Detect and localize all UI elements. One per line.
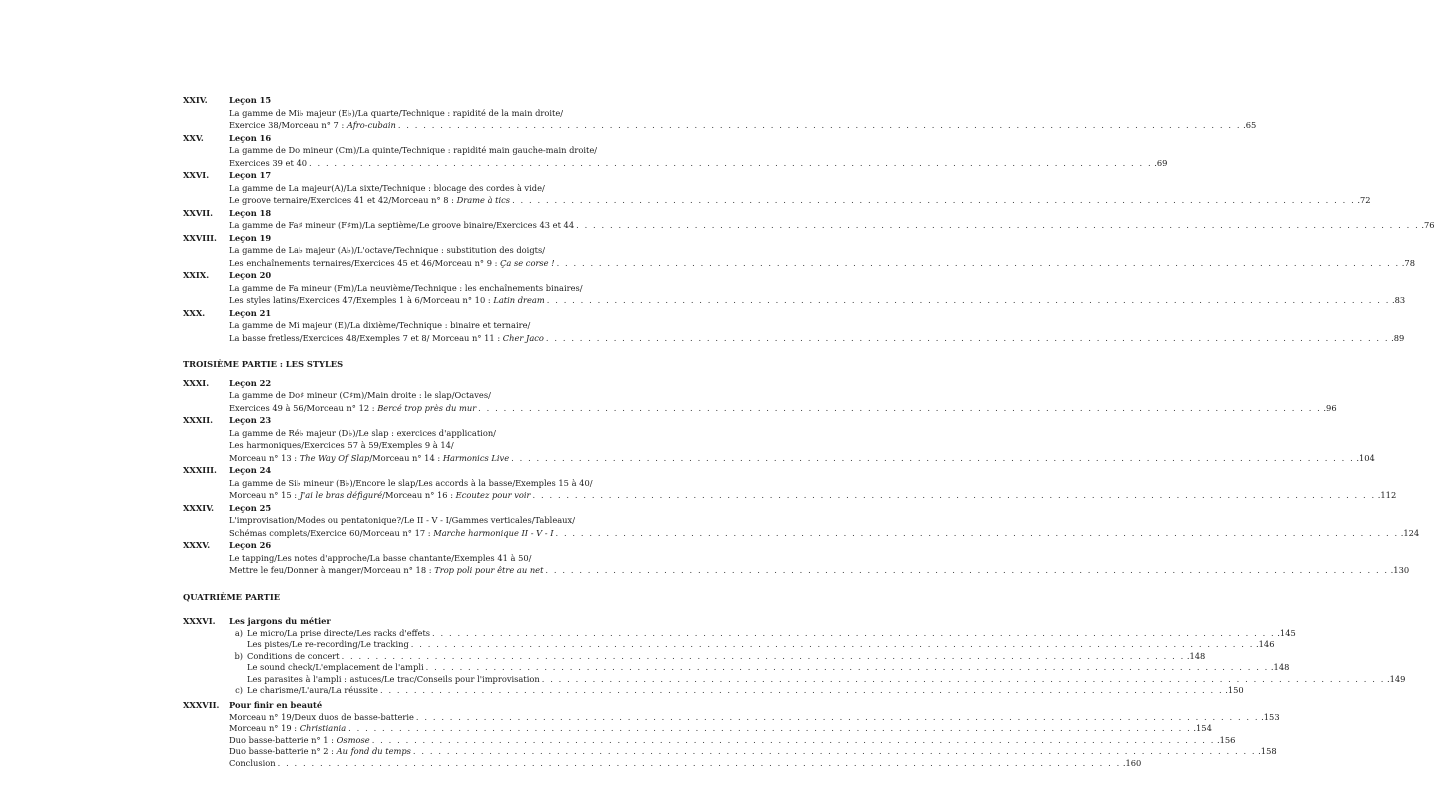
entry-title-italic: Christiania [299,723,347,734]
toc-line [229,402,1337,415]
chapter-number: XXXIII. [183,465,217,475]
chapter-entry [183,207,1435,232]
dot-leader: . . . . . . . . . . . . . . . . . . . . . . . . . . . . . . . . . . . . . . . . . . . . . . . . . . . . . . . . . . . . . . . . . . . . . . . . . . . . . . . . . . . . . . . . . . . . . . . . . . . . [545,332,1390,343]
chapter-heading [183,414,627,427]
page-number: .65 [1243,120,1257,130]
toc-line [229,746,1277,758]
toc-line [229,332,1405,345]
toc-line [229,294,1406,307]
entry-text-part: Le groove ternaire/Exercices 41 et 42/Morceau n° 8 : [229,195,457,205]
chapter-entry [183,502,1420,540]
entry-title-italic: Marche harmonique II - V - I [433,527,554,538]
toc-line [229,182,627,195]
entry-text-part: La gamme de Fa mineur (Fm)/La neuvième/Technique : les enchaînements binaires/ [229,282,583,293]
chapter-entry [183,464,1397,502]
toc-line [229,552,627,565]
entry-text [229,514,575,527]
item-letter: a) [234,627,243,638]
entry-text-part: Exercice 38/Morceau n° 7 : [229,120,347,130]
entry-text-part: Morceau n° 19 : [229,723,300,734]
dot-leader: . . . . . . . . . . . . . . . . . . . . . . . . . . . . . . . . . . . . . . . . . . . . . . . . . . . . . . . . . . . . . . . . . . . . . . . . . . . . . . . . . . . . . . . . . . . . . . . . . . . . [478,402,1322,413]
dot-leader: . . . . . . . . . . . . . . . . . . . . . . . . . . . . . . . . . . . . . . . . . . . . . . . . . . . . . . . . . . . . . . . . . . . . . . . . . . . . . . . . . . . . . . . . . . . . . . . . . . . . [556,257,1400,268]
entry-text [229,477,593,490]
dot-leader: . . . . . . . . . . . . . . . . . . . . . . . . . . . . . . . . . . . . . . . . . . . . . . . . . . . . . . . . . . . . . . . . . . . . . . . . . . . . . . . . . . . . . . . . . . . . . . . . . . . . [348,723,1192,734]
entry-text-part: Le tapping/Les notes d'approche/La basse chantante/Exemples 41 à 50/ [229,552,532,563]
entry-text [247,639,409,651]
page-number: .76 [1421,220,1435,230]
entry-text [229,439,454,452]
entry-text [247,685,378,697]
toc-line [229,685,1244,697]
entry-text [247,628,430,640]
entry-text-part: La gamme de Mi majeur (E)/La dixième/Technique : binaire et ternaire/ [229,320,531,330]
entry-text-part: Les enchaînements ternaires/Exercices 45 et 46/Morceau n° 9 : [229,257,501,268]
dot-leader: . . . . . . . . . . . . . . . . . . . . . . . . . . . . . . . . . . . . . . . . . . . . . . . . . . . . . . . . . . . . . . . . . . . . . . . . . . . . . . . . . . . . . . . . . . . . . . . . . . . . [397,120,1242,130]
entry-text-part: Mettre le feu/Donner à manger/Morceau n° 18 : [229,565,435,575]
toc-line [229,194,1371,207]
entry-text [229,758,276,770]
toc-line [229,673,1406,686]
page-number: .158 [1258,746,1277,757]
page-number: .83 [1391,295,1406,305]
chapter-heading [183,94,627,107]
part-title: QUATRIÈME PARTIE [183,591,281,602]
toc-line [229,489,1397,502]
entry-text [229,219,574,232]
lesson-title: Leçon 22 [229,377,272,388]
chapter-heading [183,207,627,220]
entry-text-part: La gamme de La♭ majeur (A♭)/L'octave/Technique : substitution des doigts/ [229,245,546,255]
page-number: .124 [1400,527,1420,538]
dot-leader: . . . . . . . . . . . . . . . . . . . . . . . . . . . . . . . . . . . . . . . . . . . . . . . . . . . . . . . . . . . . . . . . . . . . . . . . . . . . . . . . . . . . . . . . . . . . . . . . . . . . [511,452,1355,463]
entry-title-italic: The Way Of Slap [299,452,370,463]
entry-text [229,107,563,120]
entry-title-italic: Harmonics Live [442,452,510,463]
entry-text [229,746,411,758]
page-number: .153 [1261,711,1280,722]
page-number: .146 [1256,639,1275,650]
page-number: .130 [1390,565,1410,575]
lesson-title: Leçon 24 [229,465,272,475]
chapter-heading [183,377,627,390]
toc-line [229,527,1420,540]
toc-line [229,711,1280,724]
entry-text [229,294,545,307]
page-number: .148 [1270,662,1290,673]
entry-text-part: L'improvisation/Modes ou pentatonique?/Le II - V - I/Gammes verticales/Tableaux/ [229,515,575,525]
toc-line [229,282,627,295]
chapter-heading [183,615,627,628]
entry-text-part: Schémas complets/Exercice 60/Morceau n° 17 : [229,527,434,538]
page-number: .154 [1193,723,1212,734]
toc-line [229,119,1257,132]
dot-leader: . . . . . . . . . . . . . . . . . . . . . . . . . . . . . . . . . . . . . . . . . . . . . . . . . . . . . . . . . . . . . . . . . . . . . . . . . . . . . . . . . . . . . . . . . . . . . . . . . . . . [371,734,1215,745]
part-title: TROISIÈME PARTIE : LES STYLES [183,359,344,369]
chapter-number: XXVII. [183,207,213,218]
toc-line [229,157,1168,170]
entry-text-part: Le charisme/L'aura/La réussite [247,685,378,696]
toc-line [229,734,1236,747]
toc-line [229,757,1142,770]
entry-title-italic: Trop poli pour être au net [434,565,544,575]
dot-leader: . . . . . . . . . . . . . . . . . . . . . . . . . . . . . . . . . . . . . . . . . . . . . . . . . . . . . . . . . . . . . . . . . . . . . . . . . . . . . . . . . . . . . . . . . . . . . . . . . . . . [432,627,1276,638]
chapter-number: XXXV. [183,540,211,550]
entry-text-part: Duo basse-batterie n° 2 : [229,746,337,757]
chapter-entry [183,539,1410,577]
chapter-number: XXIV. [183,95,208,105]
chapter-number: XXXVII. [183,700,220,711]
toc-line [229,627,1296,640]
lesson-title: Leçon 26 [229,540,272,550]
chapter-entry [183,169,1371,207]
toc-line [229,650,1206,663]
dot-leader: . . . . . . . . . . . . . . . . . . . . . . . . . . . . . . . . . . . . . . . . . . . . . . . . . . . . . . . . . . . . . . . . . . . . . . . . . . . . . . . . . . . . . . . . . . . . . . . . . . . . [555,527,1399,538]
entry-text [229,735,370,747]
toc-line [229,219,1435,232]
lesson-title: Leçon 25 [229,502,272,513]
entry-text [229,332,544,345]
table-of-contents [183,94,1435,770]
entry-text [229,723,346,735]
dot-leader: . . . . . . . . . . . . . . . . . . . . . . . . . . . . . . . . . . . . . . . . . . . . . . . . . . . . . . . . . . . . . . . . . . . . . . . . . . . . . . . . . . . . . . . . . . . . . . . . . . . . [341,650,1185,661]
item-letter: c) [235,685,243,696]
entry-text-part: Morceau n° 13 : [229,452,300,463]
page-number: .96 [1323,402,1337,413]
entry-text-part: La gamme de Mi♭ majeur (E♭)/La quarte/Technique : rapidité de la main droite/ [229,107,564,118]
chapter-heading [183,307,627,320]
dot-leader: . . . . . . . . . . . . . . . . . . . . . . . . . . . . . . . . . . . . . . . . . . . . . . . . . . . . . . . . . . . . . . . . . . . . . . . . . . . . . . . . . . . . . . . . . . . . . . . . . . . . [309,157,1153,168]
entry-text [229,157,307,170]
dot-leader: . . . . . . . . . . . . . . . . . . . . . . . . . . . . . . . . . . . . . . . . . . . . . . . . . . . . . . . . . . . . . . . . . . . . . . . . . . . . . . . . . . . . . . . . . . . . . . . . . . . . [415,711,1260,722]
entry-title-italic: Cher Jaco [502,332,544,343]
chapter-number: XXXI. [183,377,210,388]
toc-line [229,439,627,452]
entry-text [229,389,491,402]
entry-text-part: Exercices 39 et 40 [229,157,307,168]
entry-text-part: La gamme de Ré♭ majeur (D♭)/Le slap : exercices d'application/ [229,427,496,438]
page-number: .69 [1154,157,1168,168]
item-letter: b) [234,650,243,661]
chapter-heading [183,232,627,245]
entry-text [229,402,476,415]
entry-text [229,194,510,207]
toc-line [229,639,1275,651]
entry-text [229,282,583,295]
entry-text-part: Le sound check/L'emplacement de l'ampli [247,662,424,673]
chapter-number: XXVI. [183,170,210,180]
lesson-title: Leçon 17 [229,170,272,180]
chapter-number: XXV. [183,132,204,143]
page-number: .145 [1277,627,1296,638]
entry-title-italic: Osmose [336,734,370,745]
lesson-title: Leçon 21 [229,307,272,318]
entry-title-italic: Drame à tics [456,195,511,205]
entry-text-part: La basse fretless/Exercices 48/Exemples 7 et 8/ Morceau n° 11 : [229,332,503,343]
dot-leader: . . . . . . . . . . . . . . . . . . . . . . . . . . . . . . . . . . . . . . . . . . . . . . . . . . . . . . . . . . . . . . . . . . . . . . . . . . . . . . . . . . . . . . . . . . . . . . . . . . . . [412,746,1257,757]
dot-leader: . . . . . . . . . . . . . . . . . . . . . . . . . . . . . . . . . . . . . . . . . . . . . . . . . . . . . . . . . . . . . . . . . . . . . . . . . . . . . . . . . . . . . . . . . . . . . . . . . . . . [532,490,1376,500]
entry-text [229,319,530,332]
dot-leader: . . . . . . . . . . . . . . . . . . . . . . . . . . . . . . . . . . . . . . . . . . . . . . . . . . . . . . . . . . . . . . . . . . . . . . . . . . . . . . . . . . . . . . . . . . . . . . . . . . . . [545,565,1389,575]
entry-text-part: /Morceau n° 14 : [369,452,443,463]
toc-line [229,452,1375,465]
chapter-number: XXXII. [183,415,213,425]
entry-text [229,527,553,540]
dot-leader: . . . . . . . . . . . . . . . . . . . . . . . . . . . . . . . . . . . . . . . . . . . . . . . . . . . . . . . . . . . . . . . . . . . . . . . . . . . . . . . . . . . . . . . . . . . . . . . . . . . . [277,757,1121,768]
page-number: .149 [1386,673,1406,684]
chapter-entry [183,94,1257,132]
entry-text [229,244,545,257]
entry-text-part: Morceau n° 19/Deux duos de basse-batterie [229,711,414,722]
chapter-heading [183,169,627,182]
toc-line [229,389,627,402]
chapter-entry [183,307,1405,345]
lesson-title: Leçon 18 [229,207,272,218]
entry-title-italic: Latin dream [493,295,545,305]
entry-text-part: La gamme de Fa♯ mineur (F♯m)/La septième/Le groove binaire/Exercices 43 et 44 [229,220,575,230]
page-number: .78 [1401,257,1415,268]
entry-text [229,452,509,465]
chapter-entry [183,414,1375,464]
entry-text [229,564,543,577]
toc-line [229,723,1212,735]
dot-leader: . . . . . . . . . . . . . . . . . . . . . . . . . . . . . . . . . . . . . . . . . . . . . . . . . . . . . . . . . . . . . . . . . . . . . . . . . . . . . . . . . . . . . . . . . . . . . . . . . . . . [546,295,1390,305]
lesson-title: Leçon 20 [229,270,272,280]
chapter-heading [183,132,627,145]
dot-leader: . . . . . . . . . . . . . . . . . . . . . . . . . . . . . . . . . . . . . . . . . . . . . . . . . . . . . . . . . . . . . . . . . . . . . . . . . . . . . . . . . . . . . . . . . . . . . . . . . . . . [425,662,1269,673]
page-number: .72 [1357,195,1371,205]
dot-leader: . . . . . . . . . . . . . . . . . . . . . . . . . . . . . . . . . . . . . . . . . . . . . . . . . . . . . . . . . . . . . . . . . . . . . . . . . . . . . . . . . . . . . . . . . . . . . . . . . . . . [512,195,1356,205]
page-number: .156 [1216,734,1236,745]
chapter-entry [183,132,1168,170]
entry-text-part: Conditions de concert [247,650,340,661]
toc-line [229,244,627,257]
entry-text [229,489,531,502]
entry-text-part: Exercices 49 à 56/Morceau n° 12 : [229,402,378,413]
entry-text [247,674,540,686]
chapter-heading [183,502,627,515]
toc-line [229,257,1415,270]
page-number: .104 [1356,452,1375,463]
entry-text [247,651,340,663]
entry-text-part: La gamme de Do♯ mineur (C♯m)/Main droite : le slap/Octaves/ [229,390,491,400]
entry-title-italic: Bercé trop près du mur [377,402,477,413]
entry-text-part: Duo basse-batterie n° 1 : [229,734,337,745]
page-number: .112 [1377,490,1397,500]
dot-leader: . . . . . . . . . . . . . . . . . . . . . . . . . . . . . . . . . . . . . . . . . . . . . . . . . . . . . . . . . . . . . . . . . . . . . . . . . . . . . . . . . . . . . . . . . . . . . . . . . . . . [541,673,1385,684]
entry-text-part: La gamme de Do mineur (Cm)/La quinte/Technique : rapidité main gauche-main droite/ [229,145,598,155]
entry-title-italic: Ecoutez pour voir [455,490,531,500]
page-number: .160 [1122,757,1142,768]
entry-title-italic: J'ai le bras défiguré [299,490,383,500]
chapter-heading [183,699,627,712]
entry-title-italic: Au fond du temps [336,746,411,757]
dot-leader: . . . . . . . . . . . . . . . . . . . . . . . . . . . . . . . . . . . . . . . . . . . . . . . . . . . . . . . . . . . . . . . . . . . . . . . . . . . . . . . . . . . . . . . . . . . . . . . . . . . . [410,639,1254,650]
entry-text [247,662,424,674]
entry-text-part: La gamme de Si♭ mineur (B♭)/Encore le slap/Les accords à la basse/Exemples 15 à 40/ [229,477,593,488]
toc-line [229,144,627,157]
chapter-number: XXIX. [183,270,210,280]
entry-text [229,257,555,270]
chapter-heading [183,269,627,282]
entry-text-part: Conclusion [229,757,276,768]
entry-text-part: Morceau n° 15 : [229,490,300,500]
chapter-entry [183,377,1337,415]
entry-text-part: Les pistes/Le re-recording/Le tracking [247,639,409,650]
entry-text [229,182,545,195]
chapter-entry [183,232,1415,270]
toc-line [229,662,1290,674]
entry-text-part: Le micro/La prise directe/Les racks d'effets [247,627,431,638]
entry-text [229,119,396,132]
toc-line [229,477,627,490]
toc-line [229,319,627,332]
entry-text-part: La gamme de La majeur(A)/La sixte/Technique : blocage des cordes à vide/ [229,182,545,193]
entry-text-part: /Morceau n° 16 : [382,490,456,500]
lesson-title: Leçon 15 [229,95,272,105]
chapter-number: XXX. [183,307,206,318]
toc-line [229,107,627,120]
entry-text-part: Les styles latins/Exercices 47/Exemples 1 à 6/Morceau n° 10 : [229,295,494,305]
lesson-title: Leçon 23 [229,415,272,425]
chapter-number: XXVIII. [183,232,217,243]
entry-text [229,712,414,724]
entry-text [229,427,496,440]
lesson-title: Leçon 16 [229,132,272,143]
chapter-number: XXXVI. [183,616,216,626]
toc-line [229,564,1410,577]
entry-text-part: Les harmoniques/Exercices 57 à 59/Exemples 9 à 14/ [229,440,454,450]
dot-leader: . . . . . . . . . . . . . . . . . . . . . . . . . . . . . . . . . . . . . . . . . . . . . . . . . . . . . . . . . . . . . . . . . . . . . . . . . . . . . . . . . . . . . . . . . . . . . . . . . . . . [379,685,1224,696]
page-number: .89 [1391,332,1405,343]
chapter-number: XXXIV. [183,502,215,513]
chapter-title: Les jargons du métier [229,616,331,626]
entry-text [229,144,597,157]
chapter-title: Pour finir en beauté [229,700,323,711]
entry-text [229,552,531,565]
dot-leader: . . . . . . . . . . . . . . . . . . . . . . . . . . . . . . . . . . . . . . . . . . . . . . . . . . . . . . . . . . . . . . . . . . . . . . . . . . . . . . . . . . . . . . . . . . . . . . . . . . . . [576,220,1420,230]
page-number: .150 [1225,685,1244,696]
entry-title-italic: Afro-cubain [346,120,396,130]
page-number: .148 [1186,650,1206,661]
entry-title-italic: Ça se corse ! [500,257,555,268]
chapter-heading [183,539,627,552]
chapter-heading [183,464,627,477]
toc-line [229,514,627,527]
lesson-title: Leçon 19 [229,232,272,243]
toc-line [229,427,627,440]
entry-text-part: Les parasites à l'ampli : astuces/Le trac/Conseils pour l'improvisation [247,673,540,684]
chapter-entry [183,269,1406,307]
